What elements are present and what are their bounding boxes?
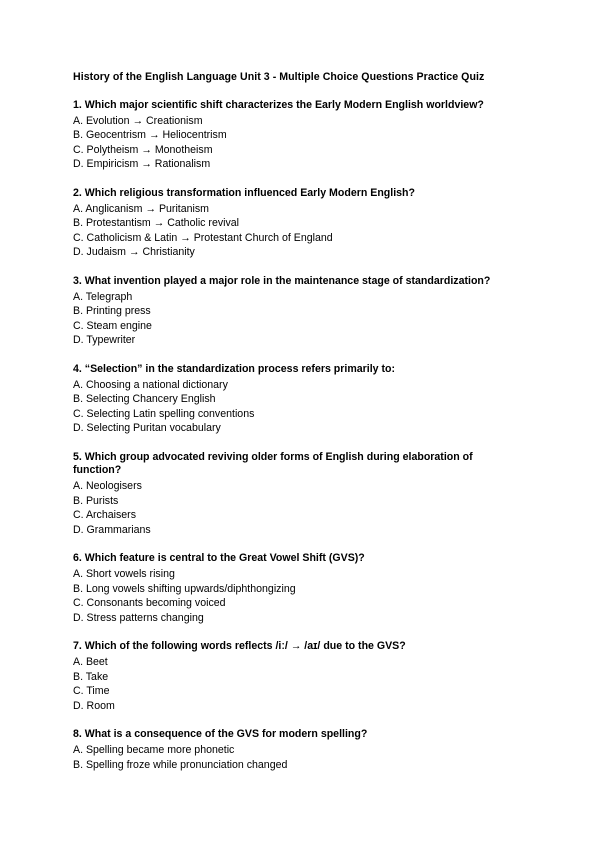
question-text: 6. Which feature is central to the Great Vowel Shift (GVS)?: [73, 552, 365, 565]
question-6: [73, 552, 523, 625]
answer-option: C. Archaisers: [73, 509, 136, 522]
answer-option: B. Take: [73, 670, 109, 683]
answer-option: C. Selecting Latin spelling conventions: [73, 407, 255, 420]
answer-option: C. Time: [73, 685, 110, 698]
question-text: 4. “Selection” in the standardization process refers primarily to:: [73, 362, 396, 375]
answer-option: A. Anglicanism → Puritanism: [73, 202, 210, 215]
answer-option: C. Steam engine: [73, 319, 152, 332]
answer-option: B. Protestantism → Catholic revival: [73, 217, 240, 230]
question-8: [73, 728, 523, 772]
question-2: [73, 187, 523, 260]
answer-option: D. Empiricism → Rationalism: [73, 158, 211, 171]
question-4: [73, 363, 523, 436]
answer-option: A. Short vowels rising: [73, 568, 175, 581]
question-text: 1. Which major scientific shift characterizes the Early Modern English worldview?: [73, 99, 484, 111]
answer-option: B. Purists: [73, 494, 119, 507]
answer-option: C. Consonants becoming voiced: [73, 597, 226, 610]
question-3: [73, 275, 523, 348]
answer-option: B. Printing press: [73, 305, 151, 318]
question-1: [73, 99, 523, 172]
answer-option: B. Geocentrism → Heliocentrism: [73, 129, 227, 142]
answer-option: D. Typewriter: [73, 334, 136, 347]
question-list: [73, 99, 523, 787]
answer-option: A. Beet: [73, 656, 108, 668]
answer-option: A. Evolution → Creationism: [73, 114, 203, 127]
answer-option: D. Selecting Puritan vocabulary: [73, 422, 221, 435]
answer-option: D. Stress patterns changing: [73, 611, 204, 624]
answer-option: B. Selecting Chancery English: [73, 393, 216, 406]
question-text: 7. Which of the following words reflects /iː/ → /aɪ/ due to the GVS?: [73, 640, 406, 653]
question-text: 8. What is a consequence of the GVS for modern spelling?: [73, 728, 368, 741]
question-5: [73, 451, 523, 538]
question-text: 2. Which religious transformation influenced Early Modern English?: [73, 186, 415, 199]
answer-option: A. Choosing a national dictionary: [73, 378, 228, 391]
answer-option: A. Telegraph: [73, 290, 133, 303]
answer-option: D. Grammarians: [73, 523, 151, 536]
answer-option: C. Catholicism & Latin → Protestant Church of England: [73, 231, 333, 244]
answer-option: A. Spelling became more phonetic: [73, 743, 235, 756]
question-text: 5. Which group advocated reviving older forms of English during elaboration of function?: [73, 450, 473, 477]
answer-option: D. Judaism → Christianity: [73, 246, 195, 259]
question-text: 3. What invention played a major role in the maintenance stage of standardization?: [73, 274, 491, 287]
answer-option: A. Neologisers: [73, 480, 142, 493]
document-title: History of the English Language Unit 3 - Multiple Choice Questions Practice Quiz: [73, 71, 485, 83]
answer-option: C. Polytheism → Monotheism: [73, 143, 213, 156]
answer-option: B. Spelling froze while pronunciation changed: [73, 758, 288, 771]
answer-option: D. Room: [73, 699, 115, 712]
answer-option: B. Long vowels shifting upwards/diphthongizing: [73, 582, 296, 595]
question-7: [73, 640, 523, 713]
